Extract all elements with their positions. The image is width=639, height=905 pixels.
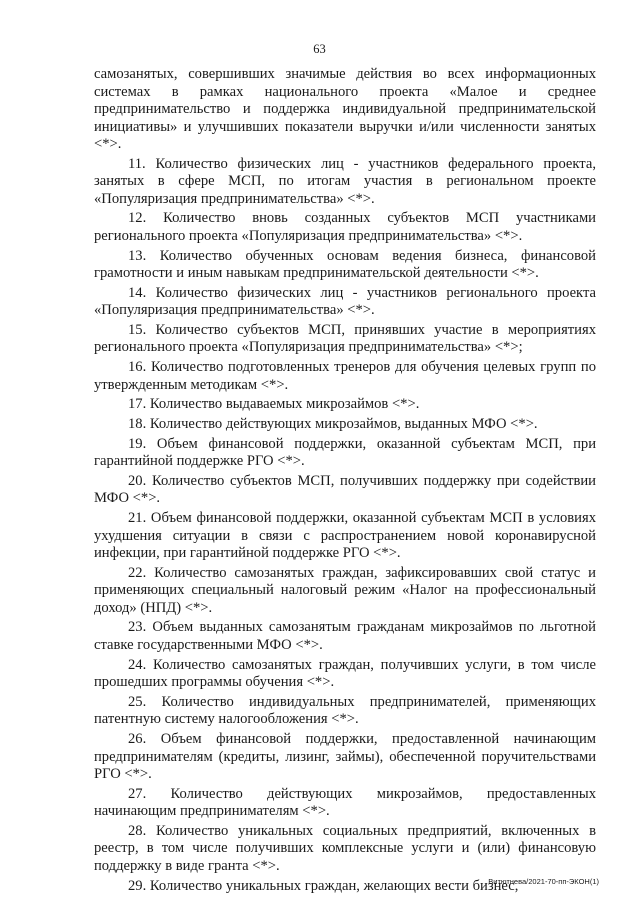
list-item-19: 19. Объем финансовой поддержки, оказанной субъектам МСП, при гарантийной поддержке РГО <*>. — [94, 435, 596, 470]
list-item-14: 14. Количество физических лиц - участников регионального проекта «Популяризация предпринимательства» <*>. — [94, 284, 596, 319]
list-item-20: 20. Количество субъектов МСП, получивших поддержку при содействии МФО <*>. — [94, 472, 596, 507]
list-item-24: 24. Количество самозанятых граждан, получивших услуги, в том числе прошедших программы обучения <*>. — [94, 656, 596, 691]
page-number: 63 — [313, 42, 326, 56]
list-item-23: 23. Объем выданных самозанятым гражданам микрозаймов по льготной ставке государственными МФО <*>. — [94, 619, 596, 653]
list-item-15: 15. Количество субъектов МСП, принявших участие в мероприятиях регионального проекта «Популяризация предпринимательства» <*>; — [94, 321, 596, 356]
list-item-25: 25. Количество индивидуальных предпринимателей, применяющих патентную систему налогообложения <*>. — [94, 693, 596, 728]
document-body — [94, 66, 596, 895]
list-item-21: 21. Объем финансовой поддержки, оказанной субъектам МСП в условиях ухудшения ситуации в связи с распространением новой коронавирусной инфекции, при гарантийной поддержке РГО <*>. — [94, 510, 596, 562]
list-item-27: 27. Количество действующих микрозаймов, предоставленных начинающим предпринимателям <*>. — [94, 785, 596, 820]
list-item-22: 22. Количество самозанятых граждан, зафиксировавших свой статус и применяющих специальный налоговый режим «Налог на профессиональный доход» (НПД) <*>. — [94, 564, 596, 616]
list-item-11: 11. Количество физических лиц - участников федерального проекта, занятых в сфере МСП, по итогам участия в региональном проекте «Популяризация предпринимательства» <*>. — [94, 155, 596, 207]
list-item-17: 17. Количество выдаваемых микрозаймов <*>. — [128, 396, 420, 413]
list-item-18: 18. Количество действующих микрозаймов, выданных МФО <*>. — [128, 416, 538, 432]
list-item-13: 13. Количество обученных основам ведения бизнеса, финансовой грамотности и иным навыкам предпринимательской деятельности <*>. — [94, 247, 596, 282]
list-item-12: 12. Количество вновь созданных субъектов МСП участниками регионального проекта «Популяризация предпринимательства» <*>. — [94, 210, 596, 244]
list-item-28: 28. Количество уникальных социальных предприятий, включенных в реестр, в том числе получивших комплексные услуги и (или) финансовую поддержку в виде гранта <*>. — [94, 822, 596, 874]
list-item-26: 26. Объем финансовой поддержки, предоставленной начинающим предпринимателям (кредиты, лизинг, займы), обеспеченной поручительствами РГО <*>. — [94, 731, 596, 782]
continuation-paragraph: самозанятых, совершивших значимые действия во всех информационных системах в рамках национального проекта «Малое и среднее предпринимательство и поддержка индивидуальной предпринимательской инициативы» и улучшивших показатели выручки и/или численности занятых <*>. — [94, 66, 596, 152]
document-footer-code: Витютнева/2021-70-пп-ЭКОН(1) — [488, 877, 599, 886]
list-item-16: 16. Количество подготовленных тренеров для обучения целевых групп по утвержденным методикам <*>. — [94, 359, 596, 393]
list-item-29: 29. Количество уникальных граждан, желающих вести бизнес, — [128, 877, 519, 894]
